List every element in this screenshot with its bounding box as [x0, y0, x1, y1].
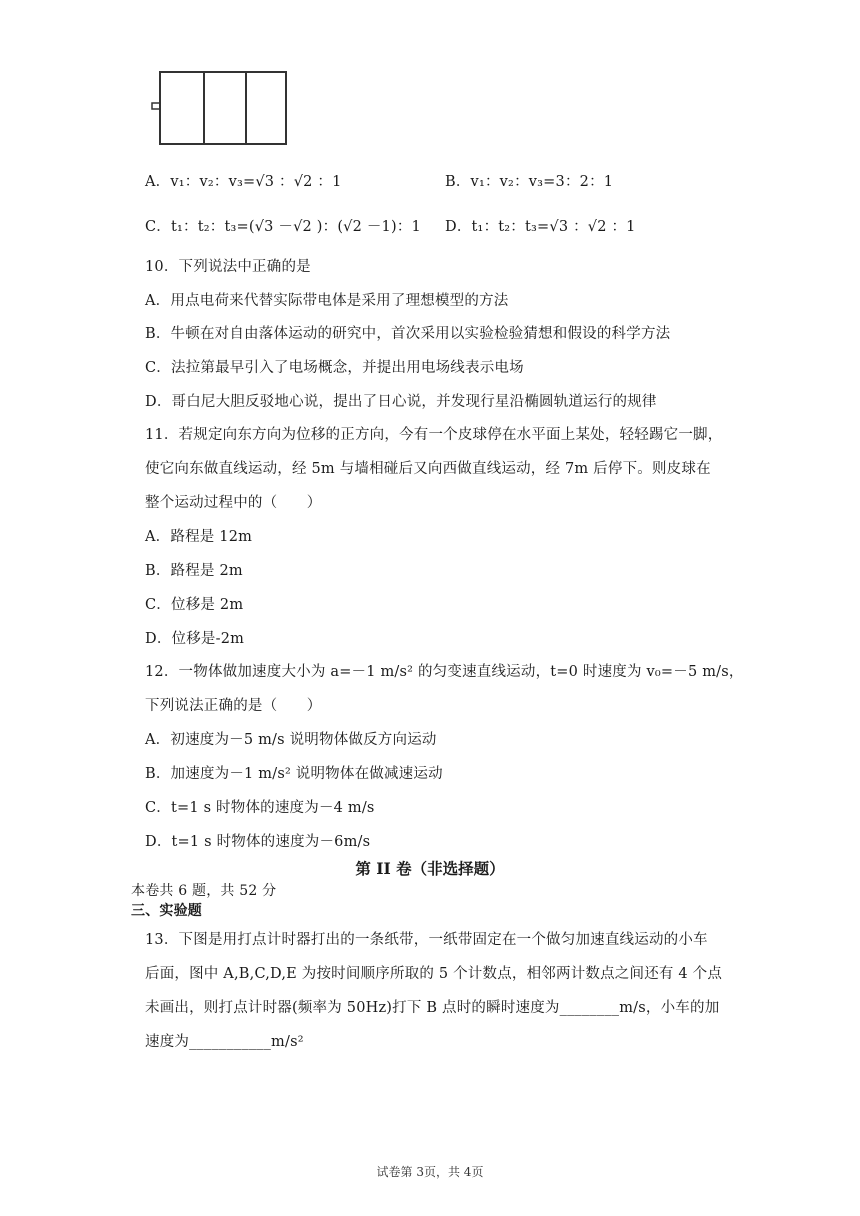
- q11-stem-line-2: 使它向东做直线运动，经 5m 与墙相碰后又向西做直线运动，经 7m 后停下。则皮球在: [145, 461, 711, 477]
- q11-stem-line-3: 整个运动过程中的（ ）: [145, 495, 322, 511]
- q11-option-c: C．位移是 2m: [145, 597, 244, 613]
- q12-option-a: A．初速度为－5 m/s 说明物体做反方向运动: [145, 732, 437, 748]
- q9-option-d: D．t₁：t₂：t₃=√3 ：√2 ：1: [445, 219, 636, 235]
- q10-option-c: C．法拉第最早引入了电场概念，并提出用电场线表示电场: [145, 360, 524, 376]
- q10-option-d: D．哥白尼大胆反驳地心说，提出了日心说，并发现行星沿椭圆轨道运行的规律: [145, 394, 657, 410]
- q9-option-c: C．t₁：t₂：t₃=(√3 －√2 )：(√2 －1)：1: [145, 219, 421, 235]
- q12-option-c: C．t=1 s 时物体的速度为－4 m/s: [145, 800, 375, 816]
- q9-option-b: B．v₁：v₂：v₃=3：2：1: [445, 174, 614, 190]
- section-note: 本卷共 6 题，共 52 分: [131, 883, 277, 899]
- q11-option-d: D．位移是-2m: [145, 631, 245, 647]
- q12-option-d: D．t=1 s 时物体的速度为－6m/s: [145, 834, 371, 850]
- section-title: 第 II 卷（非选择题）: [355, 859, 505, 878]
- q13-line-3: 未画出，则打点计时器(频率为 50Hz)打下 B 点时的瞬时速度为________m/s，小车的加: [145, 1000, 720, 1016]
- page-footer: 试卷第 3页，共 4页: [376, 1165, 484, 1179]
- section-heading: 三、实验题: [131, 903, 202, 919]
- q13-line-4: 速度为___________m/s²: [145, 1034, 304, 1050]
- q11-option-b: B．路程是 2m: [145, 563, 243, 579]
- q12-stem-line-2: 下列说法正确的是（ ）: [145, 698, 322, 714]
- q12-option-b: B．加速度为－1 m/s² 说明物体在做减速运动: [145, 766, 443, 782]
- q11-option-a: A．路程是 12m: [145, 529, 253, 545]
- q10-option-a: A．用点电荷来代替实际带电体是采用了理想模型的方法: [145, 293, 509, 309]
- q9-option-a: A．v₁：v₂：v₃=√3 ：√2 ：1: [145, 174, 342, 190]
- q13-line-2: 后面，图中 A,B,C,D,E 为按时间顺序所取的 5 个计数点，相邻两计数点之间还有 4 个点: [145, 966, 723, 982]
- q13-line-1: 13．下图是用打点计时器打出的一条纸带，一纸带固定在一个做匀加速直线运动的小车: [145, 932, 708, 948]
- q10-stem: 10．下列说法中正确的是: [145, 259, 311, 275]
- q12-stem-line-1: 12．一物体做加速度大小为 a=－1 m/s² 的匀变速直线运动，t=0 时速度为 v₀=－5 m/s，: [145, 664, 744, 680]
- q10-option-b: B．牛顿在对自由落体运动的研究中，首次采用以实验检验猜想和假设的科学方法: [145, 326, 671, 342]
- q11-stem-line-1: 11．若规定向东方向为位移的正方向，今有一个皮球停在水平面上某处，轻轻踢它一脚，: [145, 427, 723, 443]
- three-block-figure: [150, 70, 290, 146]
